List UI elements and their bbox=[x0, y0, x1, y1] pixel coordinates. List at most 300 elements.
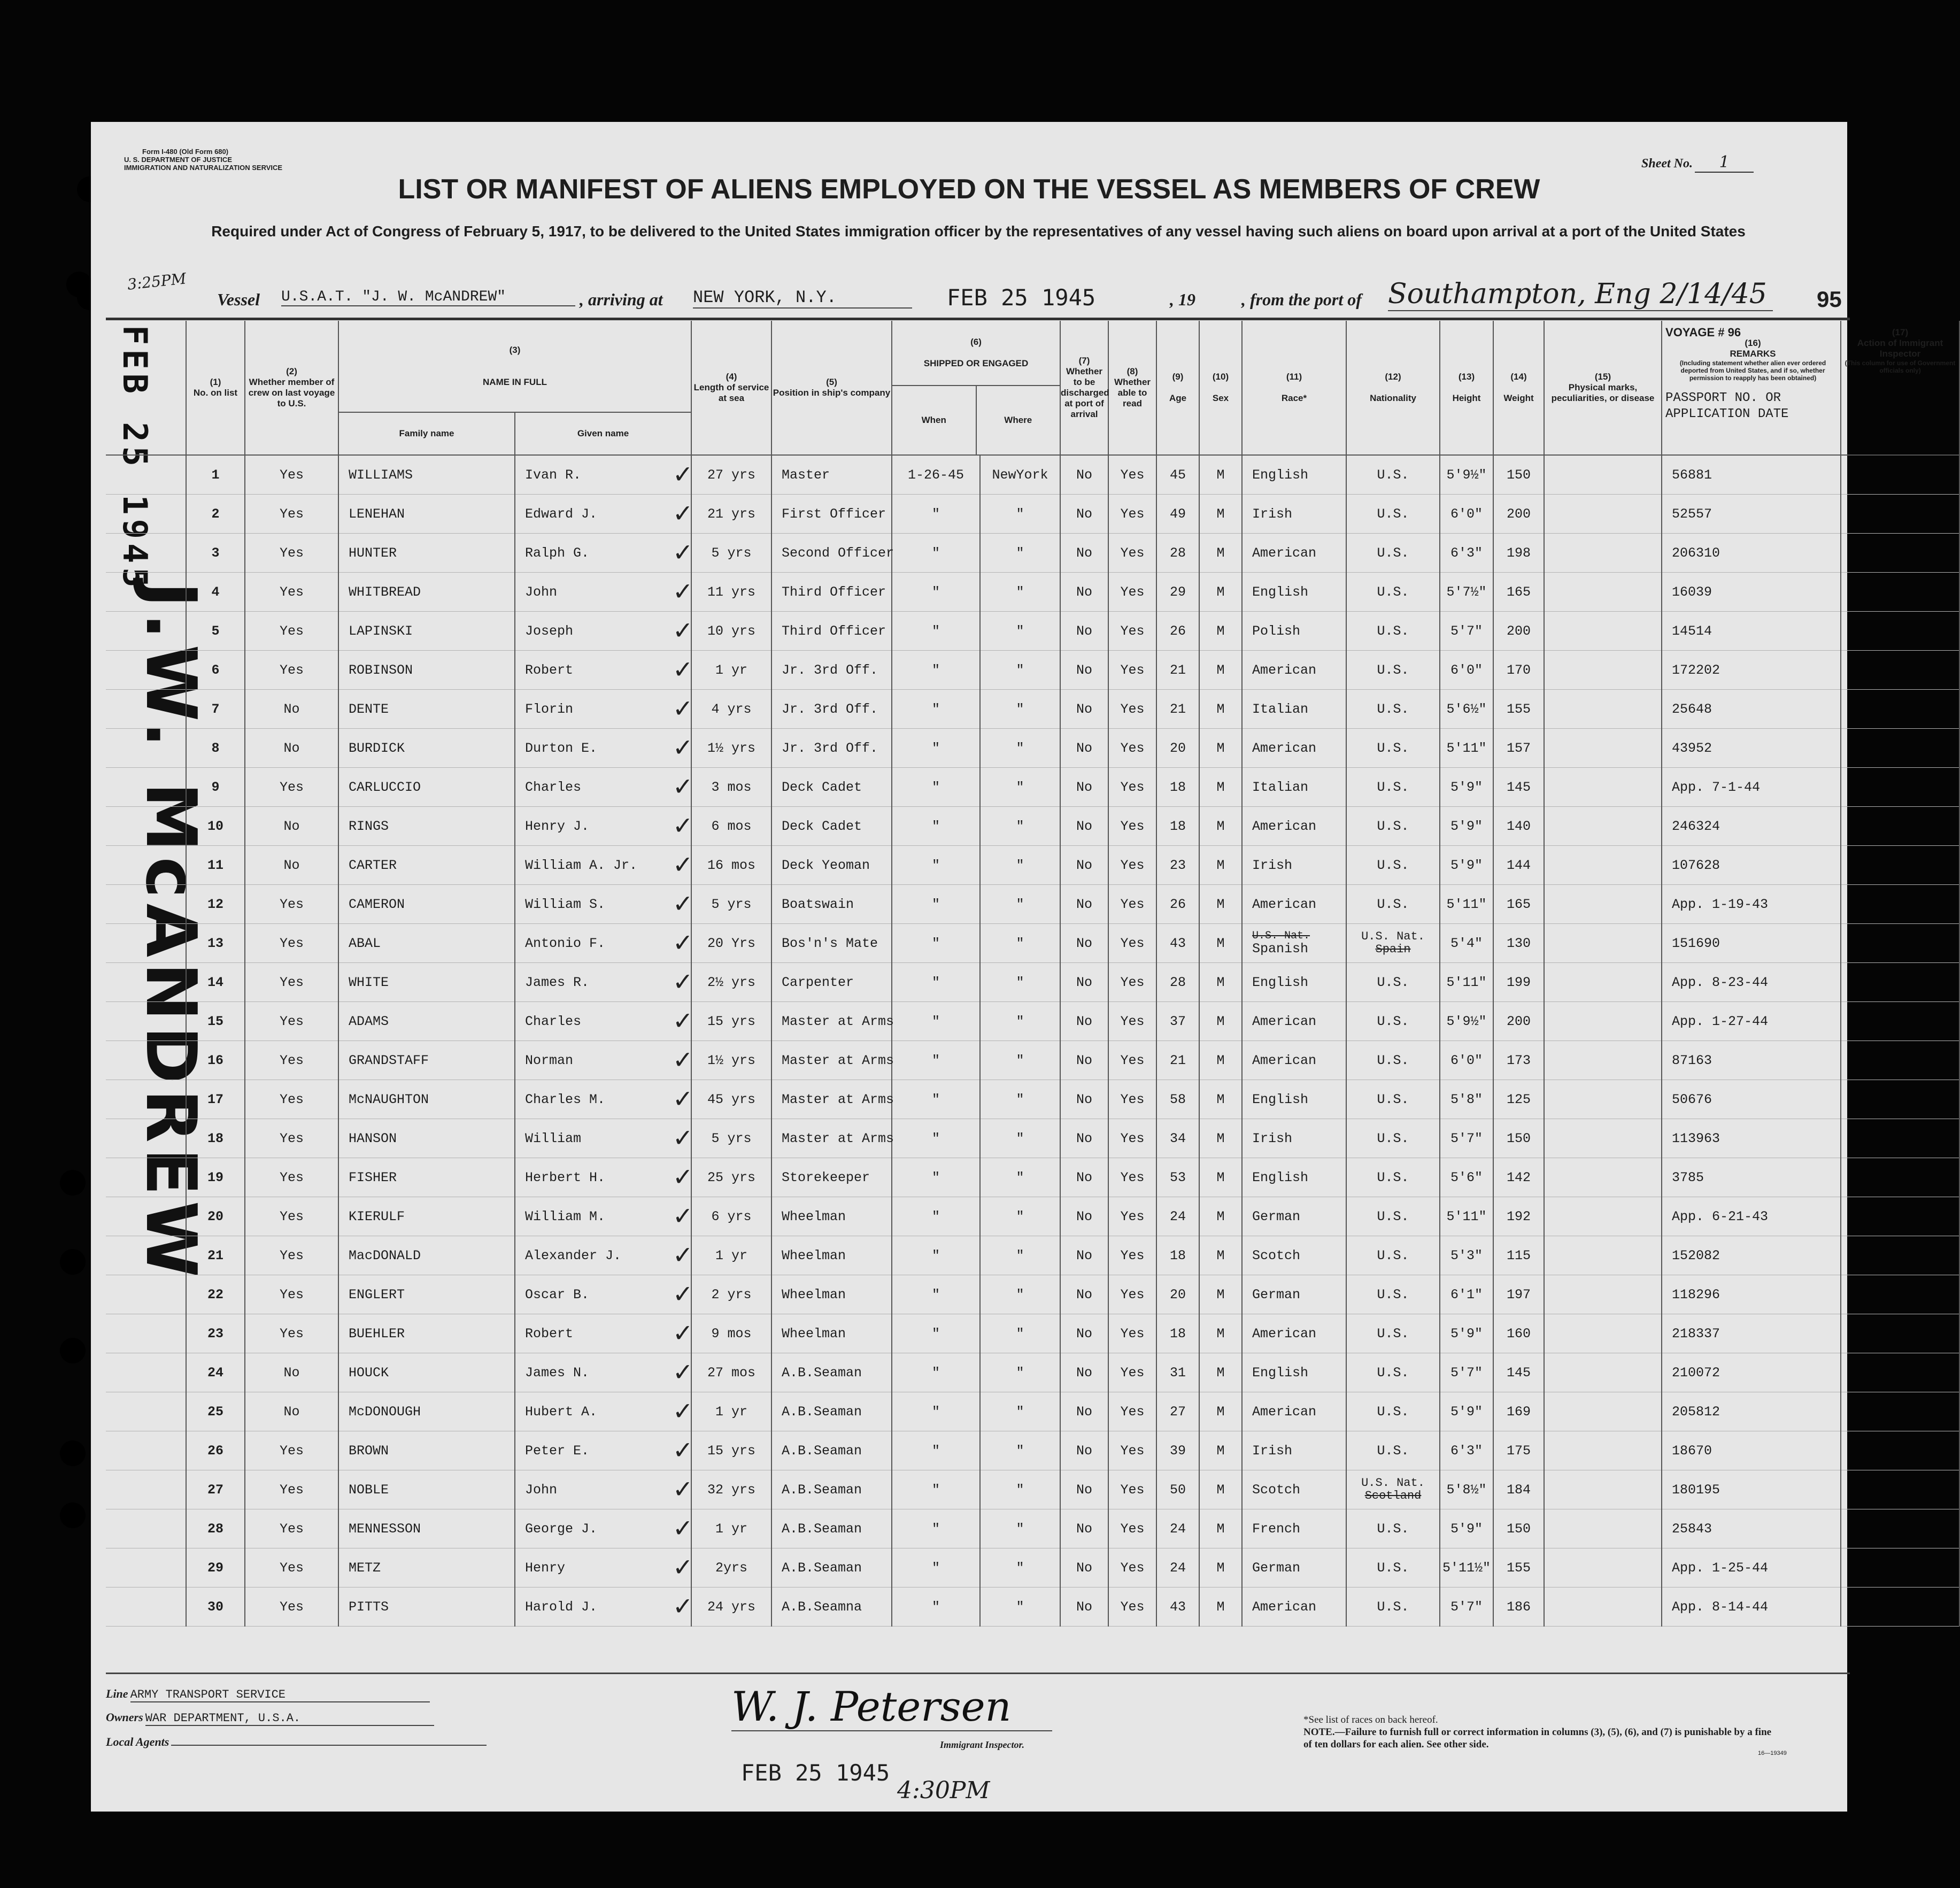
given-name: Harold J. bbox=[515, 1588, 691, 1627]
shipped-when: " bbox=[892, 1353, 980, 1392]
sex: M bbox=[1199, 1509, 1242, 1548]
weight: 145 bbox=[1493, 768, 1544, 807]
row-number: 8 bbox=[186, 729, 245, 768]
physical-marks bbox=[1544, 1158, 1662, 1197]
remarks: 50676 bbox=[1662, 1080, 1841, 1119]
position: Master at Arms bbox=[771, 1002, 892, 1041]
discharged: No bbox=[1060, 1392, 1108, 1431]
table-row bbox=[106, 1080, 1959, 1119]
discharged: No bbox=[1060, 1119, 1108, 1158]
discharged: No bbox=[1060, 1080, 1108, 1119]
able-to-read: Yes bbox=[1108, 1470, 1156, 1509]
row-number: 7 bbox=[186, 690, 245, 729]
sex: M bbox=[1199, 768, 1242, 807]
age: 58 bbox=[1156, 1080, 1199, 1119]
discharged: No bbox=[1060, 1470, 1108, 1509]
race: American bbox=[1242, 651, 1346, 690]
margin-cell bbox=[106, 729, 186, 768]
check-mark-icon: ✓ bbox=[673, 1045, 693, 1074]
table-row bbox=[106, 1392, 1959, 1431]
margin-cell bbox=[106, 1588, 186, 1627]
arriving-label: , arriving at bbox=[580, 290, 663, 309]
sex: M bbox=[1199, 690, 1242, 729]
row-number: 17 bbox=[186, 1080, 245, 1119]
shipped-when: " bbox=[892, 1588, 980, 1627]
footer-shipping-info bbox=[106, 1673, 1850, 1808]
height: 6'0" bbox=[1440, 1041, 1493, 1080]
weight: 140 bbox=[1493, 807, 1544, 846]
family-name: ROBINSON bbox=[338, 651, 515, 690]
remarks: 3785 bbox=[1662, 1158, 1841, 1197]
col-header-read: (8) Whether able to read bbox=[1108, 321, 1156, 455]
check-mark-icon: ✓ bbox=[673, 655, 693, 684]
sex: M bbox=[1199, 1119, 1242, 1158]
remarks: App. 1-25-44 bbox=[1662, 1548, 1841, 1588]
position: Deck Cadet bbox=[771, 768, 892, 807]
penalty-note: NOTE.—Failure to furnish full or correct information in columns (3), (5), (6), and (7) is punishable by a fine of ten dollars for each alien. See other side. bbox=[1303, 1727, 1772, 1750]
table-row bbox=[106, 495, 1959, 534]
shipped-when: " bbox=[892, 768, 980, 807]
race: Italian bbox=[1242, 690, 1346, 729]
height: 5'9" bbox=[1440, 846, 1493, 885]
nationality: U.S. bbox=[1346, 1236, 1440, 1275]
remarks: 218337 bbox=[1662, 1314, 1841, 1353]
vessel-line bbox=[217, 278, 1848, 314]
given-name: Joseph bbox=[515, 612, 691, 651]
last-voyage: Yes bbox=[245, 768, 338, 807]
margin-cell bbox=[106, 1002, 186, 1041]
discharged: No bbox=[1060, 963, 1108, 1002]
inspector-action bbox=[1841, 1431, 1959, 1470]
weight: 144 bbox=[1493, 846, 1544, 885]
length-of-service: 27 mos ✓ bbox=[691, 1353, 771, 1392]
age: 53 bbox=[1156, 1158, 1199, 1197]
nationality: U.S. bbox=[1346, 1548, 1440, 1588]
handwritten-time: 3:25PM bbox=[126, 269, 187, 294]
physical-marks bbox=[1544, 1431, 1662, 1470]
shipped-where: " bbox=[980, 1588, 1060, 1627]
sex: M bbox=[1199, 1431, 1242, 1470]
nationality: U.S. Nat. Spain bbox=[1346, 924, 1440, 963]
able-to-read: Yes bbox=[1108, 1548, 1156, 1588]
able-to-read: Yes bbox=[1108, 729, 1156, 768]
sex: M bbox=[1199, 495, 1242, 534]
physical-marks bbox=[1544, 729, 1662, 768]
given-name: Henry J. bbox=[515, 807, 691, 846]
height: 5'7½" bbox=[1440, 573, 1493, 612]
height: 5'9" bbox=[1440, 768, 1493, 807]
check-mark-icon: ✓ bbox=[673, 499, 693, 528]
race: German bbox=[1242, 1197, 1346, 1236]
able-to-read: Yes bbox=[1108, 768, 1156, 807]
position: A.B.Seaman bbox=[771, 1431, 892, 1470]
race: American bbox=[1242, 534, 1346, 573]
length-of-service: 1½ yrs ✓ bbox=[691, 729, 771, 768]
inspector-action bbox=[1841, 885, 1959, 924]
shipped-where: " bbox=[980, 1275, 1060, 1314]
inspector-action bbox=[1841, 963, 1959, 1002]
margin-cell bbox=[106, 455, 186, 495]
position: Jr. 3rd Off. bbox=[771, 729, 892, 768]
able-to-read: Yes bbox=[1108, 1353, 1156, 1392]
margin-column-header bbox=[106, 321, 186, 455]
shipped-where: " bbox=[980, 1314, 1060, 1353]
given-name: John bbox=[515, 573, 691, 612]
physical-marks bbox=[1544, 1509, 1662, 1548]
family-name: HUNTER bbox=[338, 534, 515, 573]
nationality: U.S. bbox=[1346, 1002, 1440, 1041]
race: German bbox=[1242, 1275, 1346, 1314]
col-header-length-service: (4) Length of service at sea bbox=[691, 321, 771, 455]
family-name: DENTE bbox=[338, 690, 515, 729]
nationality: U.S. bbox=[1346, 846, 1440, 885]
sex: M bbox=[1199, 1197, 1242, 1236]
row-number: 27 bbox=[186, 1470, 245, 1509]
shipped-where: " bbox=[980, 1119, 1060, 1158]
race: English bbox=[1242, 455, 1346, 495]
family-name: McDONOUGH bbox=[338, 1392, 515, 1431]
col-header-family-name: Family name bbox=[339, 413, 515, 454]
age: 26 bbox=[1156, 612, 1199, 651]
sex: M bbox=[1199, 1080, 1242, 1119]
race: American bbox=[1242, 1314, 1346, 1353]
shipped-when: " bbox=[892, 651, 980, 690]
remarks: 113963 bbox=[1662, 1119, 1841, 1158]
position: Deck Yeoman bbox=[771, 846, 892, 885]
position: Jr. 3rd Off. bbox=[771, 690, 892, 729]
race: English bbox=[1242, 573, 1346, 612]
inspector-action bbox=[1841, 846, 1959, 885]
remarks: 151690 bbox=[1662, 924, 1841, 963]
last-voyage: Yes bbox=[245, 885, 338, 924]
remarks: 210072 bbox=[1662, 1353, 1841, 1392]
remarks: 52557 bbox=[1662, 495, 1841, 534]
remarks: 205812 bbox=[1662, 1392, 1841, 1431]
shipped-where: " bbox=[980, 1158, 1060, 1197]
age: 43 bbox=[1156, 1588, 1199, 1627]
height: 5'7" bbox=[1440, 1588, 1493, 1627]
last-voyage: No bbox=[245, 729, 338, 768]
punch-hole bbox=[60, 1249, 86, 1275]
nationality: U.S. Nat. Scotland bbox=[1346, 1470, 1440, 1509]
position: Master at Arms bbox=[771, 1080, 892, 1119]
race: Scotch bbox=[1242, 1470, 1346, 1509]
remarks: 180195 bbox=[1662, 1470, 1841, 1509]
remarks: 18670 bbox=[1662, 1431, 1841, 1470]
vessel-name: U.S.A.T. "J. W. McANDREW" bbox=[281, 289, 575, 306]
family-name: NOBLE bbox=[338, 1470, 515, 1509]
punch-hole bbox=[60, 1440, 86, 1466]
inspector-action bbox=[1841, 1041, 1959, 1080]
race: Irish bbox=[1242, 846, 1346, 885]
sex: M bbox=[1199, 534, 1242, 573]
race: Irish bbox=[1242, 1119, 1346, 1158]
sex: M bbox=[1199, 1002, 1242, 1041]
shipped-when: " bbox=[892, 1119, 980, 1158]
able-to-read: Yes bbox=[1108, 963, 1156, 1002]
row-number: 15 bbox=[186, 1002, 245, 1041]
col-header-last-voyage: (2) Whether member of crew on last voyage to U.S. bbox=[245, 321, 338, 455]
last-voyage: Yes bbox=[245, 1509, 338, 1548]
age: 27 bbox=[1156, 1392, 1199, 1431]
inspection-time: 4:30PM bbox=[897, 1777, 990, 1804]
given-name: Florin bbox=[515, 690, 691, 729]
nationality: U.S. bbox=[1346, 768, 1440, 807]
shipped-when: " bbox=[892, 690, 980, 729]
sex: M bbox=[1199, 1588, 1242, 1627]
able-to-read: Yes bbox=[1108, 1080, 1156, 1119]
col-header-weight: (14) Weight bbox=[1493, 321, 1544, 455]
sex: M bbox=[1199, 1236, 1242, 1275]
margin-cell bbox=[106, 1197, 186, 1236]
height: 5'9" bbox=[1440, 1509, 1493, 1548]
shipped-when: " bbox=[892, 1431, 980, 1470]
physical-marks bbox=[1544, 1314, 1662, 1353]
sex: M bbox=[1199, 612, 1242, 651]
margin-cell bbox=[106, 963, 186, 1002]
inspector-signature: W. J. Petersen bbox=[731, 1683, 1012, 1730]
shipped-when: " bbox=[892, 1041, 980, 1080]
family-name: ENGLERT bbox=[338, 1275, 515, 1314]
table-row bbox=[106, 1236, 1959, 1275]
last-voyage: Yes bbox=[245, 924, 338, 963]
position: Second Officer bbox=[771, 534, 892, 573]
row-number: 10 bbox=[186, 807, 245, 846]
year-label: , 19 bbox=[1170, 290, 1195, 309]
punch-hole bbox=[60, 1170, 86, 1196]
check-mark-icon: ✓ bbox=[673, 1162, 693, 1191]
age: 37 bbox=[1156, 1002, 1199, 1041]
position: Third Officer bbox=[771, 612, 892, 651]
position: Wheelman bbox=[771, 1314, 892, 1353]
discharged: No bbox=[1060, 846, 1108, 885]
col-header-shipped: (6) SHIPPED OR ENGAGED When Where bbox=[892, 321, 1060, 455]
able-to-read: Yes bbox=[1108, 1392, 1156, 1431]
remarks-passport-note: PASSPORT NO. OR APPLICATION DATE bbox=[1665, 391, 1789, 421]
table-row bbox=[106, 1158, 1959, 1197]
last-voyage: No bbox=[245, 807, 338, 846]
inspector-action bbox=[1841, 924, 1959, 963]
height: 5'11" bbox=[1440, 729, 1493, 768]
check-mark-icon: ✓ bbox=[673, 1358, 693, 1386]
form-number: Form I-480 (Old Form 680) bbox=[142, 148, 229, 156]
family-name: BURDICK bbox=[338, 729, 515, 768]
sex: M bbox=[1199, 1392, 1242, 1431]
position: Bos'n's Mate bbox=[771, 924, 892, 963]
inspector-action bbox=[1841, 651, 1959, 690]
last-voyage: Yes bbox=[245, 1548, 338, 1588]
nationality: U.S. bbox=[1346, 455, 1440, 495]
margin-cell bbox=[106, 924, 186, 963]
weight: 173 bbox=[1493, 1041, 1544, 1080]
height: 5'9" bbox=[1440, 1392, 1493, 1431]
margin-cell bbox=[106, 1392, 186, 1431]
family-name: GRANDSTAFF bbox=[338, 1041, 515, 1080]
position: Master bbox=[771, 455, 892, 495]
last-voyage: Yes bbox=[245, 1588, 338, 1627]
from-port: Southampton, Eng 2/14/45 bbox=[1388, 278, 1773, 311]
physical-marks bbox=[1544, 455, 1662, 495]
punch-hole bbox=[60, 1502, 86, 1528]
length-of-service: 15 yrs ✓ bbox=[691, 1431, 771, 1470]
position: First Officer bbox=[771, 495, 892, 534]
race: Polish bbox=[1242, 612, 1346, 651]
remarks: 25648 bbox=[1662, 690, 1841, 729]
height: 6'3" bbox=[1440, 1431, 1493, 1470]
physical-marks bbox=[1544, 1002, 1662, 1041]
family-name: CARTER bbox=[338, 846, 515, 885]
last-voyage: No bbox=[245, 690, 338, 729]
physical-marks bbox=[1544, 1197, 1662, 1236]
given-name: Herbert H. bbox=[515, 1158, 691, 1197]
given-name: John bbox=[515, 1470, 691, 1509]
inspector-action bbox=[1841, 1588, 1959, 1627]
height: 6'0" bbox=[1440, 495, 1493, 534]
check-mark-icon: ✓ bbox=[673, 694, 693, 723]
weight: 142 bbox=[1493, 1158, 1544, 1197]
inspector-action bbox=[1841, 1353, 1959, 1392]
shipped-where: " bbox=[980, 1197, 1060, 1236]
weight: 155 bbox=[1493, 1548, 1544, 1588]
height: 5'11½" bbox=[1440, 1548, 1493, 1588]
position: Wheelman bbox=[771, 1197, 892, 1236]
table-row bbox=[106, 807, 1959, 846]
row-number: 21 bbox=[186, 1236, 245, 1275]
shipped-when: " bbox=[892, 846, 980, 885]
check-mark-icon: ✓ bbox=[673, 772, 693, 801]
physical-marks bbox=[1544, 963, 1662, 1002]
check-mark-icon: ✓ bbox=[673, 928, 693, 957]
weight: 165 bbox=[1493, 573, 1544, 612]
row-number: 29 bbox=[186, 1548, 245, 1588]
check-mark-icon: ✓ bbox=[673, 1240, 693, 1269]
shipped-where: " bbox=[980, 1392, 1060, 1431]
shipped-where: " bbox=[980, 534, 1060, 573]
last-voyage: Yes bbox=[245, 573, 338, 612]
family-name: METZ bbox=[338, 1548, 515, 1588]
length-of-service: 1 yr ✓ bbox=[691, 1392, 771, 1431]
race: English bbox=[1242, 1080, 1346, 1119]
sheet-no-value: 1 bbox=[1695, 153, 1754, 173]
discharged: No bbox=[1060, 1509, 1108, 1548]
row-number: 26 bbox=[186, 1431, 245, 1470]
physical-marks bbox=[1544, 690, 1662, 729]
height: 5'7" bbox=[1440, 612, 1493, 651]
height: 5'6½" bbox=[1440, 690, 1493, 729]
shipped-where: " bbox=[980, 612, 1060, 651]
age: 21 bbox=[1156, 1041, 1199, 1080]
height: 5'7" bbox=[1440, 1353, 1493, 1392]
nationality: U.S. bbox=[1346, 612, 1440, 651]
able-to-read: Yes bbox=[1108, 1314, 1156, 1353]
weight: 197 bbox=[1493, 1275, 1544, 1314]
length-of-service: 1 yr ✓ bbox=[691, 1509, 771, 1548]
family-name: FISHER bbox=[338, 1158, 515, 1197]
check-mark-icon: ✓ bbox=[673, 1436, 693, 1465]
remarks: 172202 bbox=[1662, 651, 1841, 690]
height: 5'9" bbox=[1440, 807, 1493, 846]
age: 24 bbox=[1156, 1197, 1199, 1236]
shipped-when: " bbox=[892, 1080, 980, 1119]
physical-marks bbox=[1544, 1275, 1662, 1314]
check-mark-icon: ✓ bbox=[673, 733, 693, 762]
nationality: U.S. bbox=[1346, 885, 1440, 924]
height: 5'9½" bbox=[1440, 1002, 1493, 1041]
margin-cell bbox=[106, 1275, 186, 1314]
physical-marks bbox=[1544, 1392, 1662, 1431]
age: 34 bbox=[1156, 1119, 1199, 1158]
table-row bbox=[106, 1353, 1959, 1392]
able-to-read: Yes bbox=[1108, 1275, 1156, 1314]
weight: 192 bbox=[1493, 1197, 1544, 1236]
row-number: 23 bbox=[186, 1314, 245, 1353]
position: Third Officer bbox=[771, 573, 892, 612]
shipped-where: " bbox=[980, 1002, 1060, 1041]
page-number: 95 bbox=[1817, 287, 1842, 312]
length-of-service: 24 yrs ✓ bbox=[691, 1588, 771, 1627]
weight: 200 bbox=[1493, 495, 1544, 534]
row-number: 11 bbox=[186, 846, 245, 885]
inspector-action bbox=[1841, 1080, 1959, 1119]
margin-cell bbox=[106, 846, 186, 885]
given-name: George J. bbox=[515, 1509, 691, 1548]
shipped-when: " bbox=[892, 1509, 980, 1548]
check-mark-icon: ✓ bbox=[673, 1475, 693, 1504]
physical-marks bbox=[1544, 1119, 1662, 1158]
row-number: 20 bbox=[186, 1197, 245, 1236]
form-service: IMMIGRATION AND NATURALIZATION SERVICE bbox=[124, 164, 283, 172]
table-row bbox=[106, 1197, 1959, 1236]
given-name: Charles bbox=[515, 768, 691, 807]
row-number: 6 bbox=[186, 651, 245, 690]
able-to-read: Yes bbox=[1108, 690, 1156, 729]
inspector-action bbox=[1841, 612, 1959, 651]
owners-value: WAR DEPARTMENT, U.S.A. bbox=[145, 1712, 434, 1726]
check-mark-icon: ✓ bbox=[673, 460, 693, 489]
weight: 200 bbox=[1493, 1002, 1544, 1041]
given-name: William S. bbox=[515, 885, 691, 924]
row-number: 22 bbox=[186, 1275, 245, 1314]
inspector-action bbox=[1841, 1509, 1959, 1548]
position: Storekeeper bbox=[771, 1158, 892, 1197]
able-to-read: Yes bbox=[1108, 846, 1156, 885]
nationality: U.S. bbox=[1346, 1158, 1440, 1197]
nationality: U.S. bbox=[1346, 534, 1440, 573]
manifest-document bbox=[91, 122, 1956, 1812]
height: 5'11" bbox=[1440, 1197, 1493, 1236]
age: 21 bbox=[1156, 690, 1199, 729]
weight: 200 bbox=[1493, 612, 1544, 651]
race: American bbox=[1242, 1588, 1346, 1627]
remarks: App. 6-21-43 bbox=[1662, 1197, 1841, 1236]
length-of-service: 5 yrs ✓ bbox=[691, 1119, 771, 1158]
able-to-read: Yes bbox=[1108, 1041, 1156, 1080]
margin-cell bbox=[106, 1431, 186, 1470]
nationality: U.S. bbox=[1346, 729, 1440, 768]
age: 24 bbox=[1156, 1548, 1199, 1588]
inspector-action bbox=[1841, 495, 1959, 534]
height: 6'0" bbox=[1440, 651, 1493, 690]
check-mark-icon: ✓ bbox=[673, 1397, 693, 1425]
line-value: ARMY TRANSPORT SERVICE bbox=[130, 1688, 430, 1702]
physical-marks bbox=[1544, 807, 1662, 846]
shipped-where: NewYork bbox=[980, 455, 1060, 495]
inspector-action bbox=[1841, 455, 1959, 495]
family-name: MENNESSON bbox=[338, 1509, 515, 1548]
last-voyage: Yes bbox=[245, 1470, 338, 1509]
table-row bbox=[106, 573, 1959, 612]
col-header-age: (9) Age bbox=[1156, 321, 1199, 455]
